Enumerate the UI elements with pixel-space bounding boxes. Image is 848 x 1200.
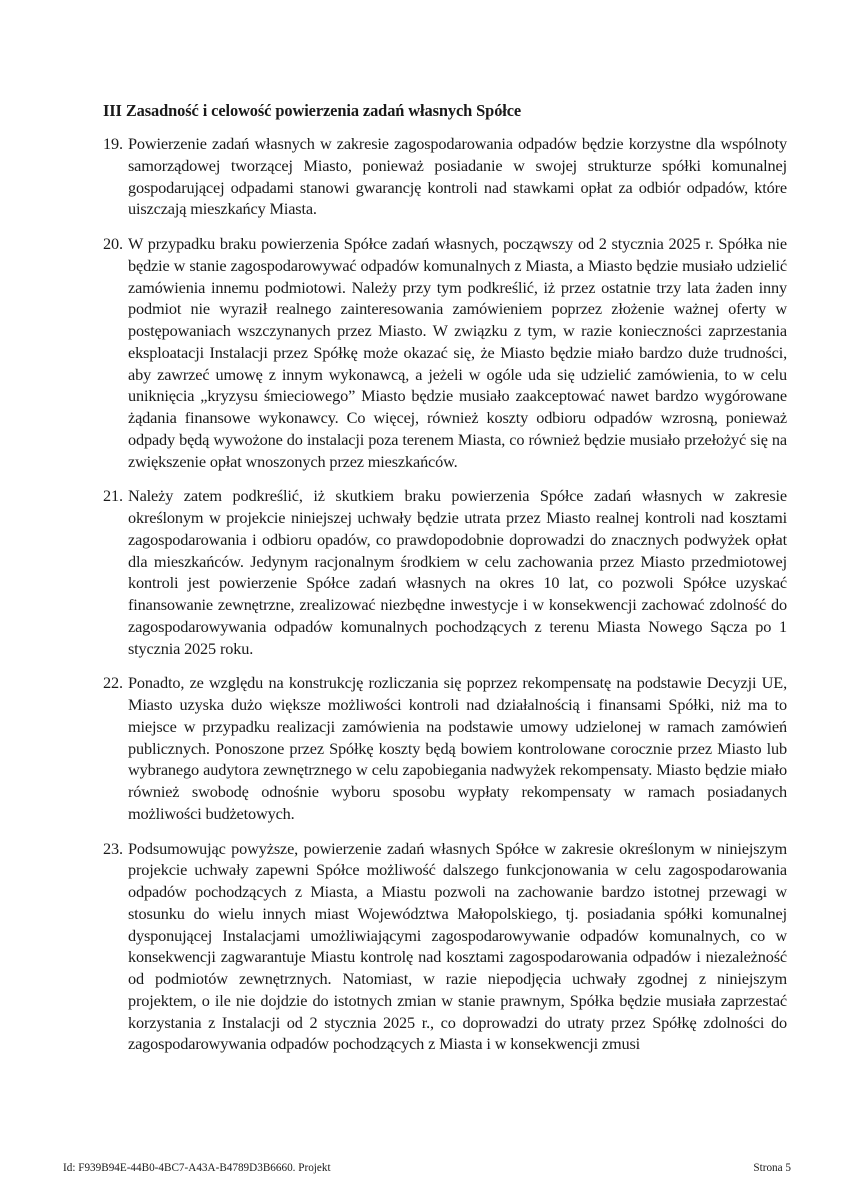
- paragraph-number: 21.: [103, 486, 123, 506]
- paragraph-number: 20.: [103, 234, 123, 253]
- paragraph-23: [103, 838, 787, 1056]
- section-heading: III Zasadność i celowość powierzenia zadań własnych Spółce: [103, 101, 522, 120]
- paragraph-text: Należy zatem podkreślić, iż skutkiem braku powierzenia Spółce zadań własnych w zakresie określonym w projekcie niniejszej uchwały będzie utrata przez Miasto realnej kontroli nad kosztami zagospodarowania i odbioru opadów, co prawdopodobnie doprowadzi do znacznych podwyżek opłat dla mieszkańców. Jedynym racjonalnym środkiem w celu zachowania przez Miasto przedmiotowej kontroli jest powierzenie Spółce zadań własnych na okres 10 lat, co pozwoli Spółce uzyskać finansowanie zewnętrzne, zrealizować niezbędne inwestycje i w konsekwencji zachować zdolność do zagospodarowywania odpadów komunalnych pochodzących z terenu Miasta Nowego Sącza po 1 stycznia 2025 roku.: [128, 486, 787, 658]
- paragraph-text: Ponadto, ze względu na konstrukcję rozliczania się poprzez rekompensatę na podstawie Decyzji UE, Miasto uzyska dużo większe możliwości kontroli nad działalnością i finansami Spółki, niż ma to miejsce w przypadku realizacji zamówienia na podstawie umowy udzielonej w ramach zamówień publicznych. Ponoszone przez Spółkę koszty będą bowiem kontrolowane corocznie przez Miasto lub wybranego audytora zewnętrznego w celu zapobiegania nadwyżek rekompensaty. Miasto będzie miało również swobodę odnośnie wyboru sposobu wypłaty rekompensaty w ramach posiadanych możliwości budżetowych.: [128, 673, 787, 823]
- paragraph-text: Podsumowując powyższe, powierzenie zadań własnych Spółce w zakresie określonym w niniejszym projekcie uchwały zapewni Spółce możliwość dalszego funkcjonowania w celu zagospodarowania odpadów pochodzących z Miasta, a Miastu pozwoli na zachowanie bardzo istotnej przewagi w stosunku do wielu innych miast Województwa Małopolskiego, tj. posiadania spółki komunalnej dysponującej Instalacjami umożliwiającymi zagospodarowywanie odpadów komunalnych, co w konsekwencji zagwarantuje Miastu kontrolę nad kosztami zagospodarowania odpadów i niezależność od podmiotów zewnętrznych. Natomiast, w razie niepodjęcia uchwały zgodnej z niniejszym projektem, o ile nie dojdzie do istotnych zmian w stanie prawnym, Spółka będzie musiała zaprzestać korzystania z Instalacji od 2 stycznia 2025 r., co doprowadzi do utraty przez Spółkę zdolności do zagospodarowywania odpadów pochodzących z Miasta i w konsekwencji zmusi: [128, 838, 787, 1054]
- page-footer: [63, 1162, 791, 1174]
- page-content: [103, 100, 787, 1068]
- paragraph-21: [103, 485, 787, 659]
- paragraph-text: Powierzenie zadań własnych w zakresie zagospodarowania odpadów będzie korzystne dla wspólnoty samorządowej tworzącej Miasto, ponieważ posiadanie w swojej strukturze spółki komunalnej gospodarującej odpadami stanowi gwarancję kontroli nad stawkami opłat za odbiór odpadów, które uiszczają mieszkańcy Miasta.: [128, 134, 787, 219]
- numbered-paragraph-list: [103, 133, 787, 1055]
- paragraph-20: [103, 233, 787, 472]
- paragraph-19: [103, 133, 787, 220]
- document-id: Id: F939B94E-44B0-4BC7-A43A-B4789D3B6660. Projekt: [63, 1162, 331, 1174]
- paragraph-number: 22.: [103, 673, 123, 693]
- page-number: Strona 5: [753, 1162, 791, 1174]
- paragraph-22: [103, 672, 787, 824]
- paragraph-text: W przypadku braku powierzenia Spółce zadań własnych, począwszy od 2 stycznia 2025 r. Spółka nie będzie w stanie zagospodarowywać odpadów komunalnych z Miasta, a Miasto będzie musiało udzielić zamówienia innemu podmiotowi. Należy przy tym podkreślić, iż przez ostatnie trzy lata żaden inny podmiot nie wyraził realnego zainteresowania zamówieniem poprzez złożenie ważnej oferty w postępowaniach wszczynanych przez Miasto. W związku z tym, w razie konieczności zaprzestania eksploatacji Instalacji przez Spółkę może okazać się, że Miasto będzie miało bardzo duże trudności, aby zawrzeć umowę z innym wykonawcą, a jeżeli w ogóle uda się udzielić zamówienia, to w celu uniknięcia „kryzysu śmieciowego” Miasto będzie musiało zaakceptować nawet bardzo wygórowane żądania finansowe wykonawcy. Co więcej, również koszty odbioru odpadów wzrosną, ponieważ odpady będą wywożone do instalacji poza terenem Miasta, co również będzie musiało przełożyć się na zwiększenie opłat wnoszonych przez mieszkańców.: [128, 234, 787, 471]
- paragraph-number: 23.: [103, 838, 123, 858]
- paragraph-number: 19.: [103, 134, 123, 153]
